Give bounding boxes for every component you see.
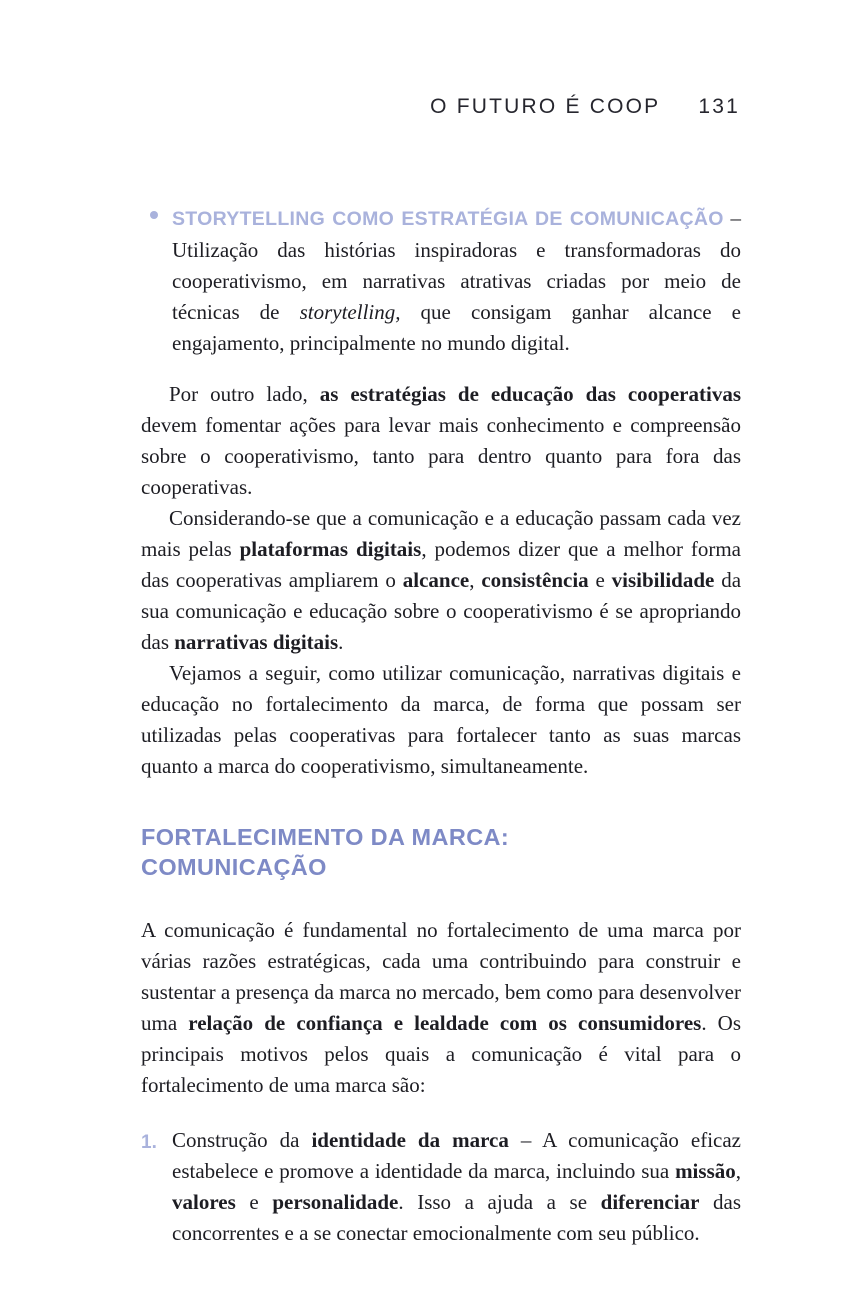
bullet-body-text: – Utilização das histórias inspiradoras e transformadoras do cooperativismo, em narrativas atrativas criadas por meio de técnicas de storytelling, que consigam ganhar alcance e engajamento, principalmente no mundo digital.	[172, 206, 741, 355]
section-heading-line: FORTALECIMENTO DA MARCA:	[141, 824, 510, 850]
numbered-list	[141, 1125, 741, 1249]
section-heading	[141, 823, 741, 882]
page-content	[141, 203, 741, 1249]
body-paragraph: Vejamos a seguir, como utilizar comunicação, narrativas digitais e educação no fortalecimento da marca, de forma que possam ser utilizadas pelas cooperativas para fortalecer tanto as suas marcas quanto a marca do cooperativismo, simultaneamente.	[141, 661, 741, 778]
running-header	[430, 95, 740, 119]
intro-paragraph: A comunicação é fundamental no fortalecimento de uma marca por várias razões estratégicas, cada uma contribuindo para construir e sustentar a presença da marca no mercado, bem como para desenvolver uma relação de confiança e lealdade com os consumidores. Os principais motivos pelos quais a comunicação é vital para o fortalecimento de uma marca são:	[141, 918, 742, 1097]
bullet-icon	[150, 211, 158, 219]
bullet-item	[141, 203, 741, 359]
bullet-heading: STORYTELLING COMO ESTRATÉGIA DE COMUNICAÇÃO	[172, 208, 724, 230]
list-item-text: Construção da identidade da marca – A comunicação eficaz estabelece e promove a identidade da marca, incluindo sua missão, valores e personalidade. Isso a ajuda a se diferenciar das concorrentes e a se conectar emocionalmente com seu público.	[172, 1128, 742, 1245]
body-paragraph: Considerando-se que a comunicação e a educação passam cada vez mais pelas plataformas digitais, podemos dizer que a melhor forma das cooperativas ampliarem o alcance, consistência e visibilidade da sua comunicação e educação sobre o cooperativismo é se apropriando das narrativas digitais.	[141, 506, 742, 654]
list-item	[141, 1125, 741, 1249]
running-title: O FUTURO É COOP	[430, 95, 661, 118]
body-paragraph: Por outro lado, as estratégias de educação das cooperativas devem fomentar ações para levar mais conhecimento e compreensão sobre o cooperativismo, tanto para dentro quanto para fora das cooperativas.	[141, 382, 742, 499]
list-item-number: 1.	[141, 1132, 157, 1153]
page-number: 131	[698, 95, 740, 118]
section-heading-line: COMUNICAÇÃO	[141, 853, 327, 880]
